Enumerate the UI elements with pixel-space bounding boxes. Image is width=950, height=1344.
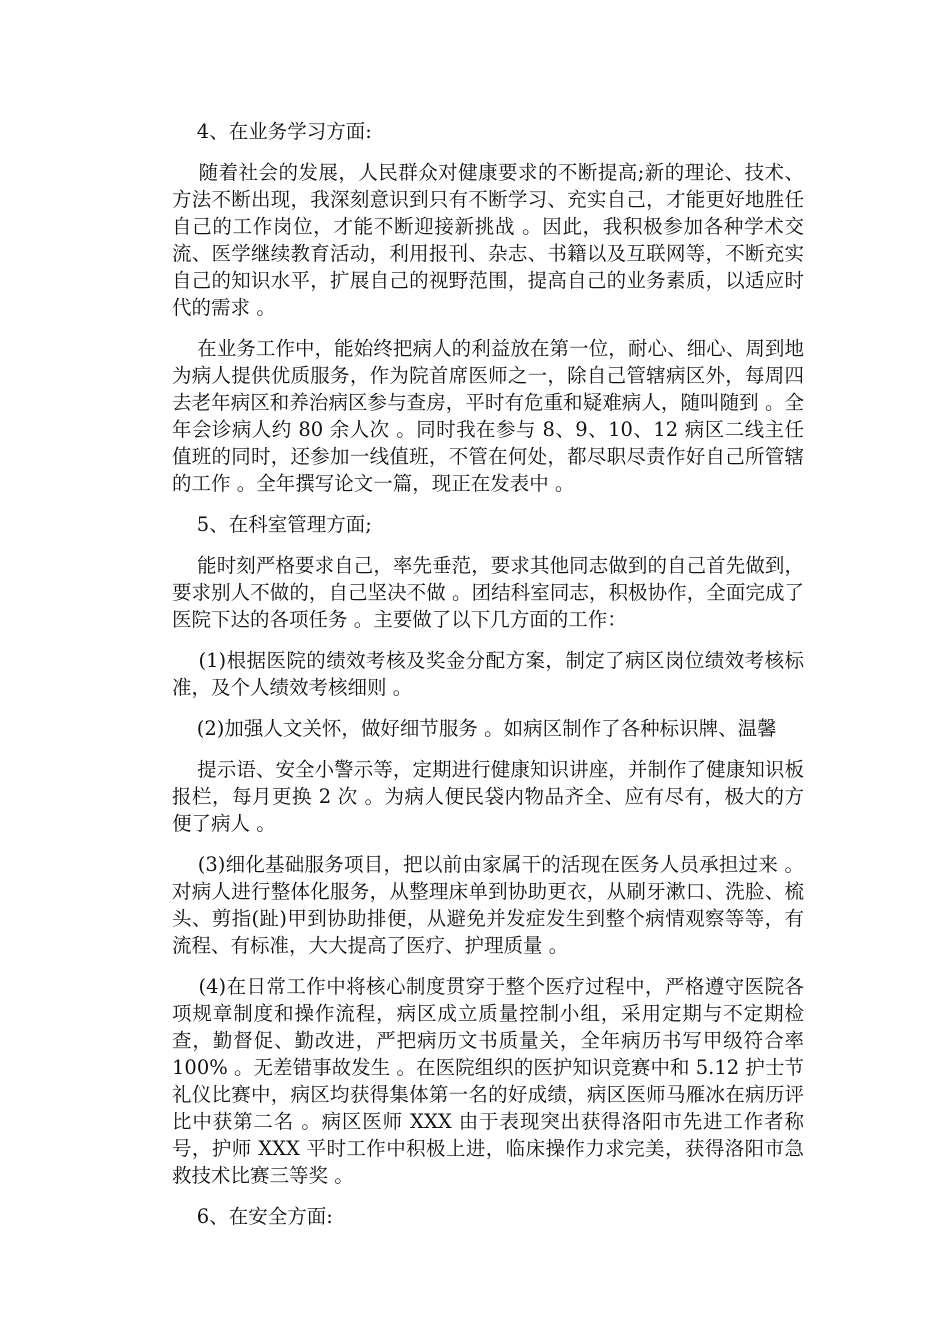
section-heading-6: 6、在安全方面: <box>172 1205 333 1228</box>
paragraph-study-1: 随着社会的发展，人民群众对健康要求的不断提高;新的理论、技术、方法不断出现，我深刻意识到只有不断学习、充实自己，才能更好地胜任自己的工作岗位，才能不断迎接新挑战 。因此，我积极参加各种学术交流、医学继续教育活动，利用报刊、杂志、书籍以及互联网等，不断充实自己的知识水平，扩展自己的视野范围，提高自己的业务素质，以适应时代的需求 。 <box>172 161 804 319</box>
paragraph-item-1: (1)根据医院的绩效考核及奖金分配方案，制定了病区岗位绩效考核标准，及个人绩效考核细则 。 <box>172 649 805 699</box>
paragraph-item-3: (3)细化基础服务项目，把以前由家属干的活现在医务人员承担过来 。对病人进行整体化服务，从整理床单到协助更衣，从刷牙漱口、洗脸、梳头、剪指(趾)甲到协助排便，从避免并发症发生到整个病情观察等等，有流程、有标准，大大提高了医疗、护理质量 。 <box>172 853 805 957</box>
paragraph-item-2: (2)加强人文关怀，做好细节服务 。如病区制作了各种标识牌、温馨 <box>172 717 777 740</box>
document-body <box>172 118 811 1244</box>
paragraph-item-4: (4)在日常工作中将核心制度贯穿于整个医疗过程中，严格遵守医院各项规章制度和操作流程，病区成立质量控制小组，采用定期与不定期检查，勤督促、勤改进，严把病历文书质量关，全年病历书写甲级符合率 100% 。无差错事故发生 。在医院组织的医护知识竞赛中和 5.12 护士节礼仪比赛中，病区均获得集体第一名的好成绩，病区医师马雁冰在病历评比中获第二名 。病区医师 XXX 由于表现突出获得洛阳市先进工作者称号，护师 XXX 平时工作中积极上进，临床操作力求完美，获得洛阳市急救技术比赛三等奖 。 <box>172 975 811 1187</box>
paragraph-management-intro: 能时刻严格要求自己，率先垂范，要求其他同志做到的自己首先做到，要求别人不做的，自己坚决不做 。团结科室同志，积极协作，全面完成了医院下达的各项任务 。主要做了以下几方面的工作： <box>172 554 804 631</box>
paragraph-item-2-continued: 提示语、安全小警示等，定期进行健康知识讲座，并制作了健康知识板报栏，每月更换 2 次 。为病人便民袋内物品齐全、应有尽有，极大的方便了病人 。 <box>172 758 804 835</box>
paragraph-study-2: 在业务工作中，能始终把病人的利益放在第一位，耐心、细心、周到地为病人提供优质服务，作为院首席医师之一，除自己管辖病区外，每周四去老年病区和养治病区参与查房，平时有危重和疑难病人，随叫随到 。全年会诊病人约 80 余人次 。同时我在参与 8、9、10、12 病区二线主任值班的同时，还参加一线值班，不管在何处，都尽职尽责作好自己所管辖的工作 。全年撰写论文一篇，现正在发表中 。 <box>172 337 804 495</box>
section-heading-4: 4、在业务学习方面: <box>172 120 372 143</box>
section-heading-5: 5、在科室管理方面; <box>172 513 372 536</box>
